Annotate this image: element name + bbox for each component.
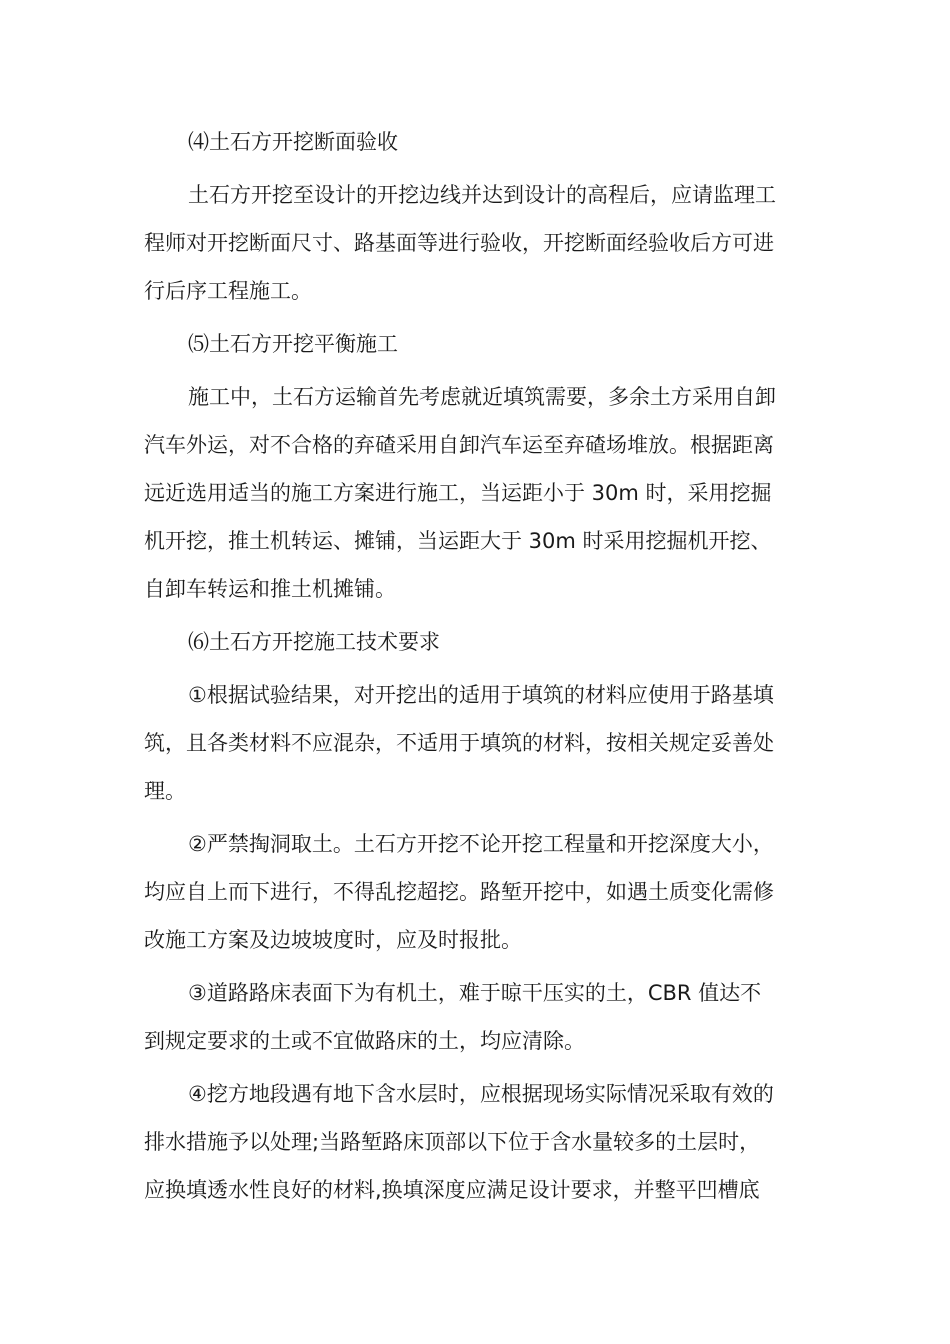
text-line: 行后序工程施工。: [144, 279, 312, 303]
list-item-requirement-2: [144, 820, 808, 964]
paragraph-earthwork-balance: [144, 373, 808, 613]
text-line: 到规定要求的土或不宜做路床的土，均应清除。: [144, 1029, 585, 1053]
text-line: 理。: [144, 779, 186, 803]
list-item-requirement-1: [144, 671, 808, 815]
text-line: 施工中，土石方运输首先考虑就近填筑需要，多余土方采用自卸: [188, 385, 776, 409]
text-line: 排水措施予以处理;当路堑路床顶部以下位于含水量较多的土层时，: [144, 1130, 761, 1154]
text-line: 筑，且各类材料不应混杂，不适用于填筑的材料，按相关规定妥善处: [144, 731, 774, 755]
text-line: 改施工方案及边坡坡度时，应及时报批。: [144, 928, 522, 952]
document-page: [144, 118, 808, 1214]
paragraph-excavation-acceptance: [144, 171, 808, 315]
text-line: 程师对开挖断面尺寸、路基面等进行验收，开挖断面经验收后方可进: [144, 231, 774, 255]
text-line: 均应自上而下进行，不得乱挖超挖。路堑开挖中，如遇土质变化需修: [144, 880, 774, 904]
section-heading-4: ⑷土石方开挖断面验收: [188, 130, 398, 154]
section-heading-6: ⑹土石方开挖施工技术要求: [188, 630, 440, 654]
text-line: ④挖方地段遇有地下含水层时，应根据现场实际情况采取有效的: [188, 1082, 774, 1106]
text-line: ①根据试验结果，对开挖出的适用于填筑的材料应使用于路基填: [188, 683, 774, 707]
text-line: 汽车外运，对不合格的弃碴采用自卸汽车运至弃碴场堆放。根据距离: [144, 433, 774, 457]
list-item-requirement-3: [144, 969, 808, 1065]
list-item-requirement-4: [144, 1070, 808, 1214]
text-line: 机开挖，推土机转运、摊铺，当运距大于 30m 时采用挖掘机开挖、: [144, 529, 772, 553]
text-line: 土石方开挖至设计的开挖边线并达到设计的高程后，应请监理工: [188, 183, 776, 207]
text-line: 自卸车转运和推土机摊铺。: [144, 577, 396, 601]
text-line: 远近选用适当的施工方案进行施工，当运距小于 30m 时，采用挖掘: [144, 481, 772, 505]
text-line: ②严禁掏洞取土。土石方开挖不论开挖工程量和开挖深度大小，: [188, 832, 774, 856]
text-line: ③道路路床表面下为有机土，难于晾干压实的土，CBR 值达不: [188, 981, 762, 1005]
text-line: 应换填透水性良好的材料,换填深度应满足设计要求，并整平凹槽底: [144, 1178, 760, 1202]
section-heading-5: ⑸土石方开挖平衡施工: [188, 332, 398, 356]
